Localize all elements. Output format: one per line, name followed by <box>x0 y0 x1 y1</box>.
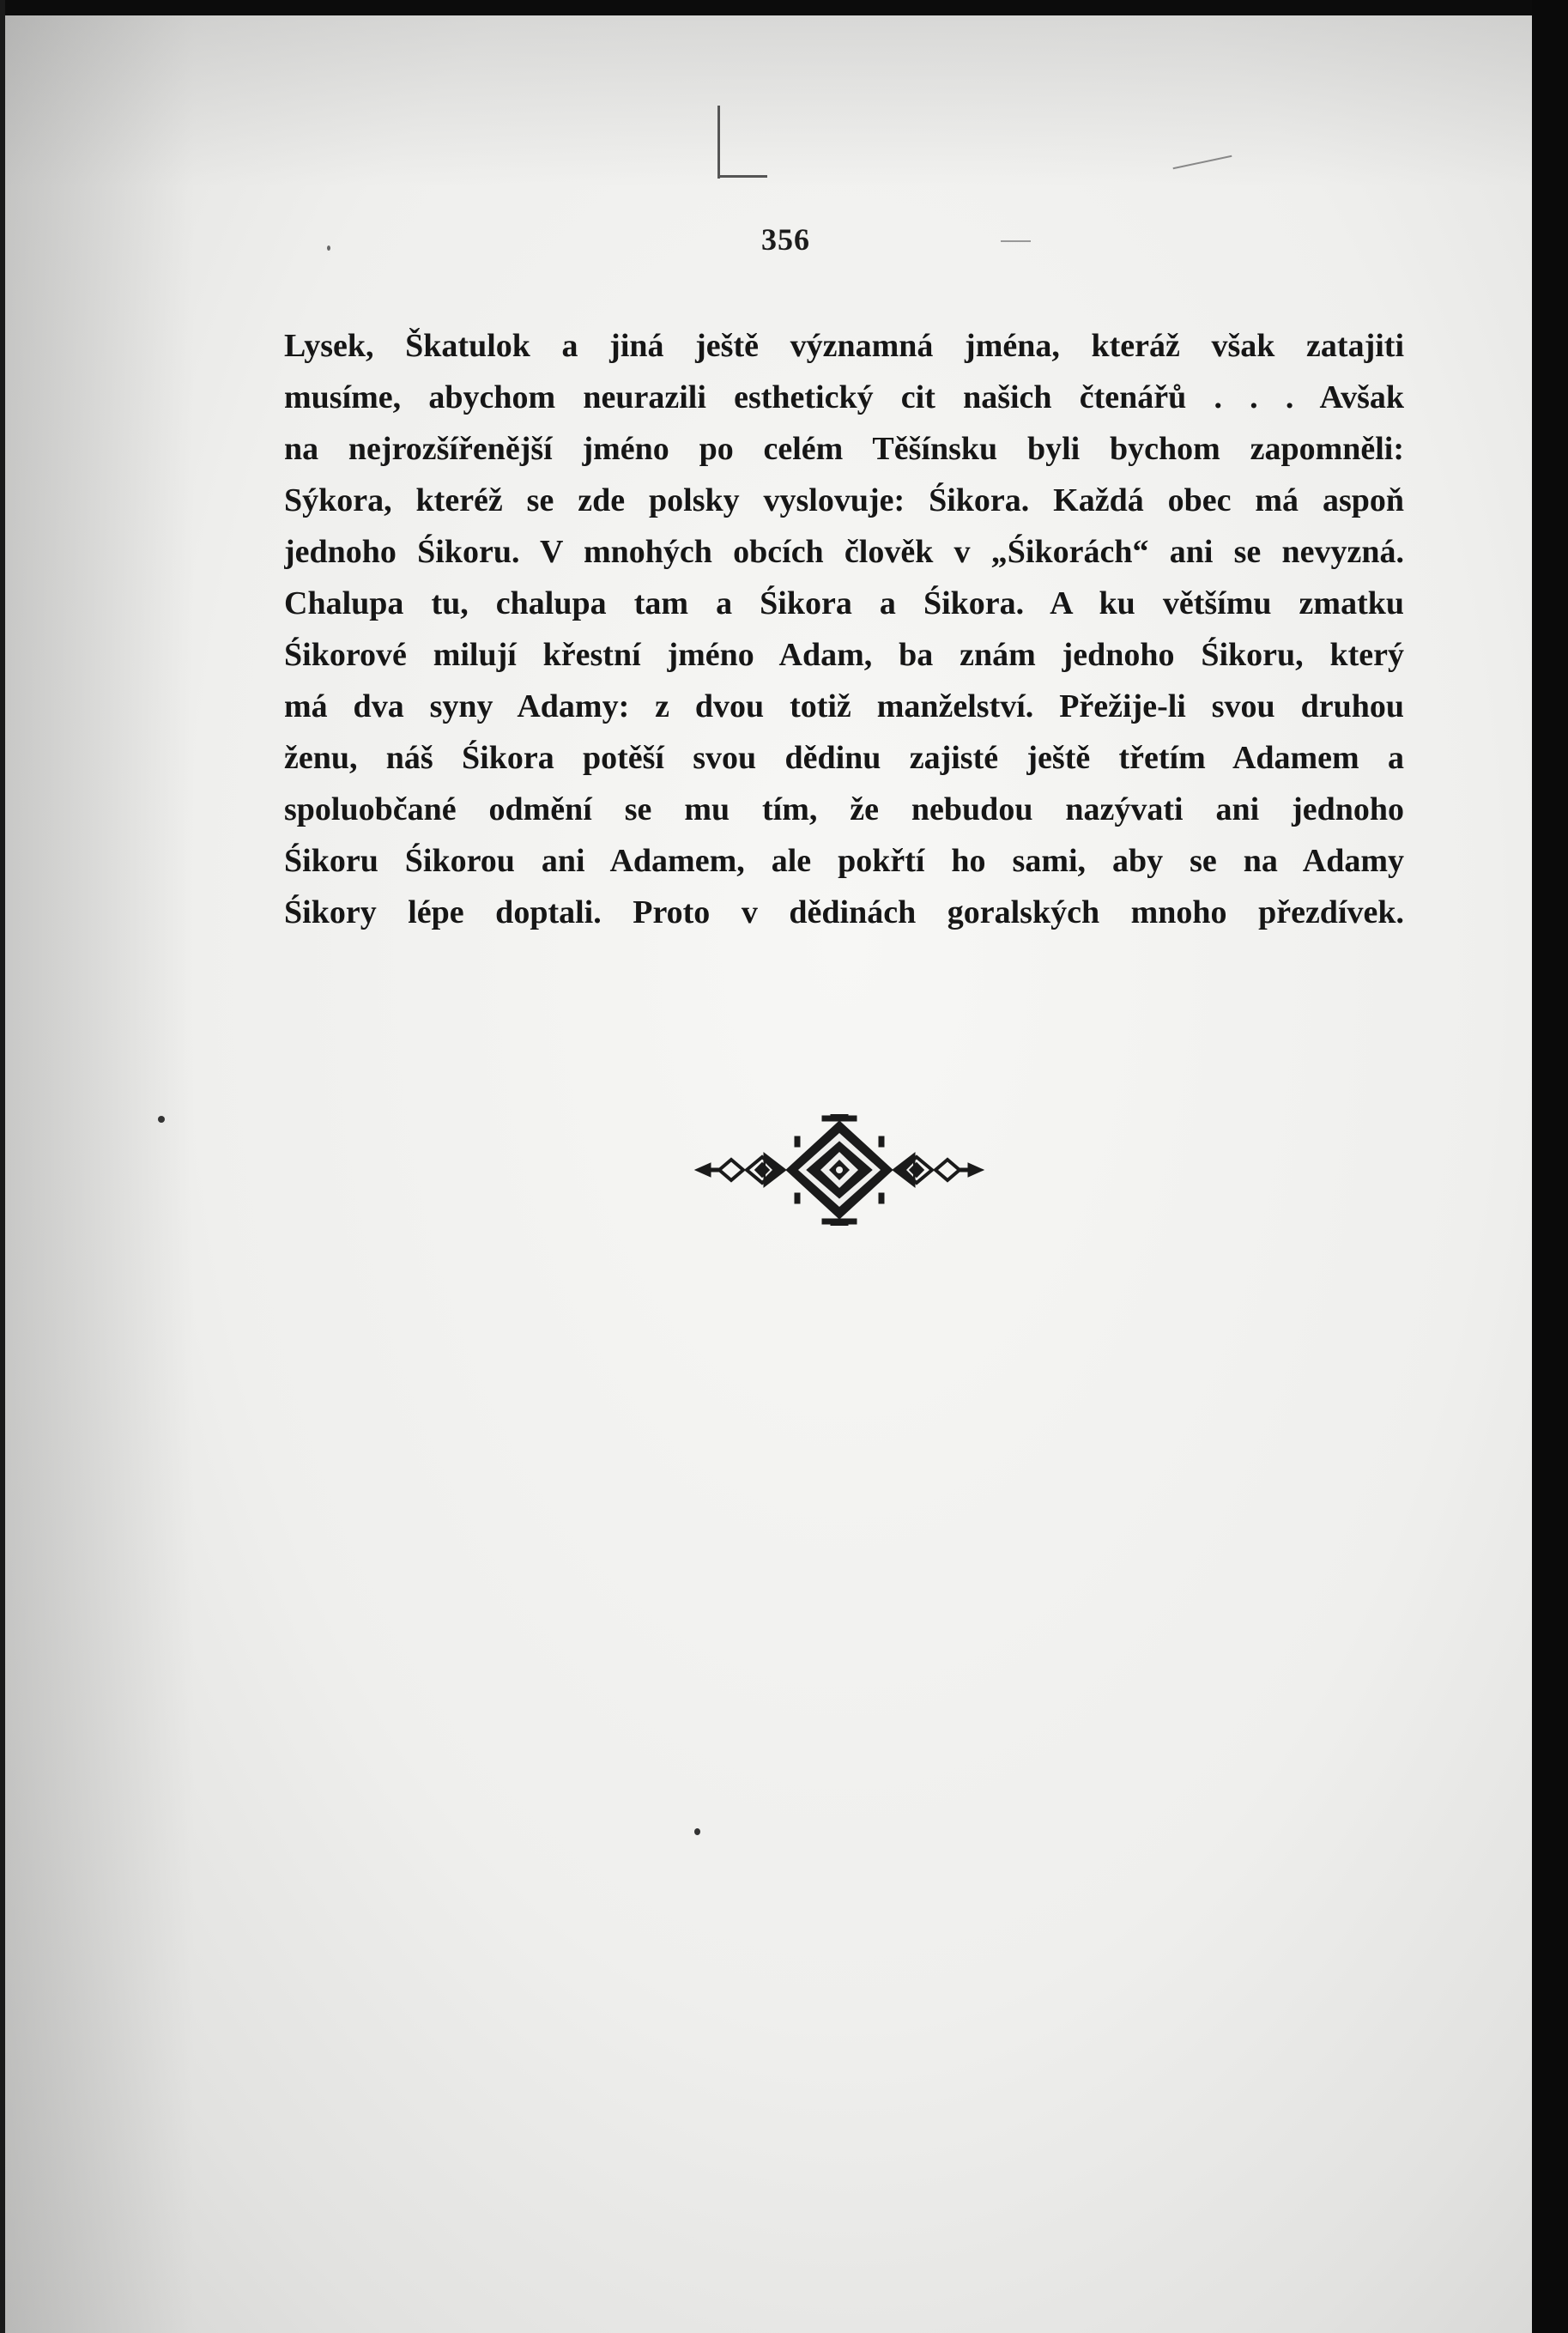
book-page <box>5 15 1532 2333</box>
text-line: ženu, náš Śikora potěší svou dědinu zajisté ještě třetím Adamem a <box>284 740 1404 776</box>
scan-mark <box>720 175 767 178</box>
text-line: spoluobčané odmění se mu tím, že nebudou nazývati ani jednoho <box>284 791 1404 827</box>
text-line: Śikorové milují křestní jméno Adam, ba znám jednoho Śikoru, který <box>284 637 1404 673</box>
text-line: Lysek, Škatulok a jiná ještě významná jména, kteráž však zatajiti <box>284 328 1404 364</box>
folk-ornament-icon <box>693 1114 985 1226</box>
text-line: Chalupa tu, chalupa tam a Śikora a Śikora. A ku většímu zmatku <box>284 585 1404 621</box>
scan-border-top <box>0 0 1568 15</box>
ink-speck <box>158 1116 165 1123</box>
text-line: jednoho Śikoru. V mnohých obcích člověk v „Śikorách“ ani se nevyzná. <box>284 534 1404 570</box>
text-line: musíme, abychom neurazili esthetický cit našich čtenářů . . . Avšak <box>284 379 1404 415</box>
ink-speck <box>327 245 330 251</box>
page-number: 356 <box>761 222 810 257</box>
ink-speck <box>694 1828 700 1835</box>
text-line: Śikoru Śikorou ani Adamem, ale pokřtí ho sami, aby se na Adamy <box>284 843 1404 879</box>
text-line: má dva syny Adamy: z dvou totiž manželství. Přežije-li svou druhou <box>284 688 1404 724</box>
scan-mark <box>717 106 720 179</box>
text-line: na nejrozšířenější jméno po celém Těšínsku byli bychom zapomněli: <box>284 431 1404 467</box>
body-text <box>284 320 1404 938</box>
text-line: Sýkora, kteréž se zde polsky vyslovuje: Śikora. Každá obec má aspoň <box>284 482 1404 518</box>
scan-border-right <box>1532 0 1568 2333</box>
text-line: Śikory lépe doptali. Proto v dědinách goralských mnoho přezdívek. <box>284 894 1404 930</box>
scan-mark <box>1173 155 1232 170</box>
